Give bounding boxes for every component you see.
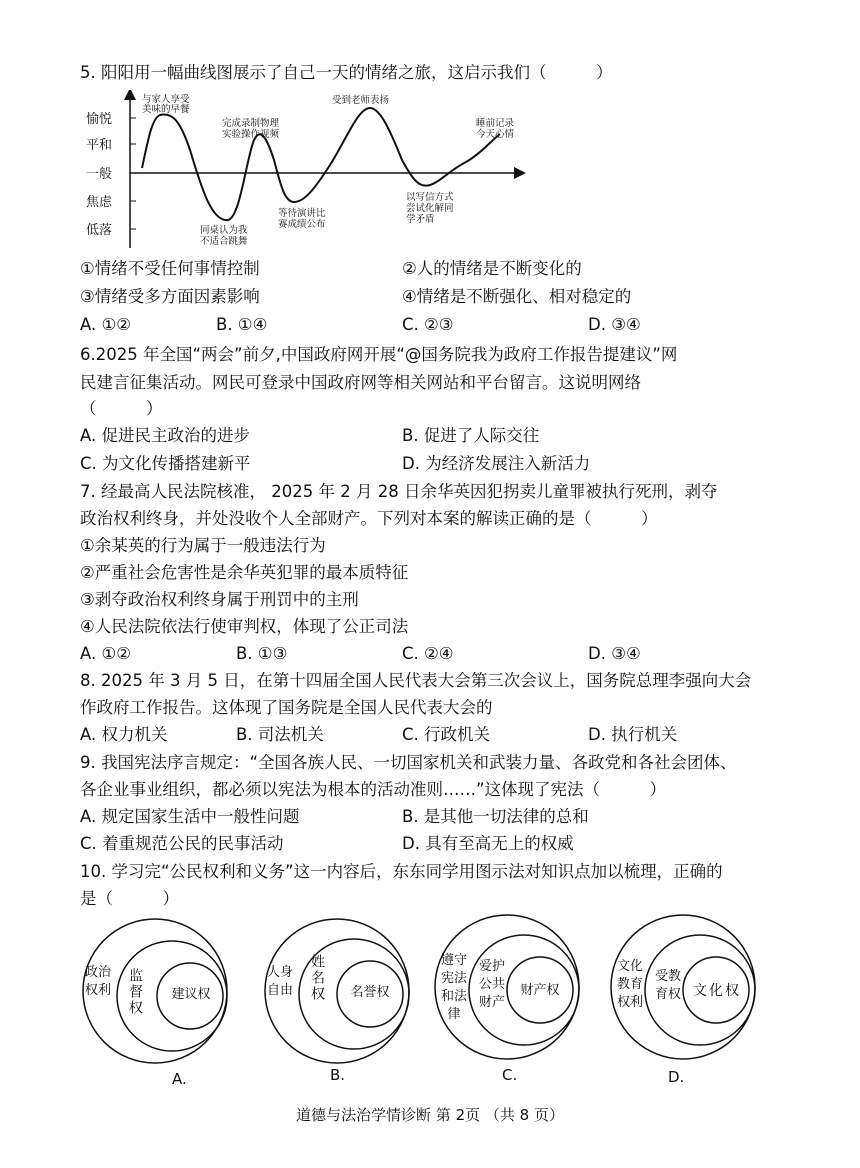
level-label: 愉悦 bbox=[86, 112, 113, 127]
q5-option-a: A. ①② bbox=[80, 315, 132, 334]
svg-text:等待演讲比 bbox=[278, 207, 326, 219]
outer-label: 政治权利 bbox=[84, 965, 111, 998]
q8-option-a: A. 权力机关 bbox=[80, 725, 168, 744]
note-speech: 赛成绩公布 bbox=[278, 219, 326, 230]
svg-text:完成录制物理 bbox=[222, 117, 280, 129]
q5-option-c: C. ②③ bbox=[402, 315, 454, 334]
q7-item-2: ②严重社会危害性是余华英犯罪的最本质特征 bbox=[80, 563, 409, 582]
page-footer: 道德与法治学情诊断 第 2页 （共 8 页） bbox=[296, 1106, 564, 1124]
svg-text:今天心情 bbox=[476, 128, 515, 140]
q5-item-3: ③情绪受多方面因素影响 bbox=[80, 287, 260, 306]
q8-option-b: B. 司法机关 bbox=[236, 725, 324, 744]
note-breakfast: 美味的早餐 bbox=[142, 104, 190, 115]
q6-line-2: 民建言征集活动。网民可登录中国政府网等相关网站和平台留言。这说明网络 bbox=[80, 373, 641, 392]
q5-option-b: B. ①④ bbox=[216, 315, 268, 334]
middle-label: 姓名权 bbox=[309, 954, 325, 1002]
middle-label: 爱护公共财产 bbox=[478, 959, 505, 1010]
note-dance: 不适合跳舞 bbox=[200, 236, 248, 247]
svg-text:不适合跳舞 bbox=[200, 235, 248, 247]
q9-option-d: D. 具有至高无上的权威 bbox=[402, 834, 574, 853]
middle-label: 受教育权 bbox=[654, 969, 681, 1002]
q9-line-2: 各企业事业组织，都必须以宪法为根本的活动准则……”这体现了宪法（ ） bbox=[80, 780, 667, 799]
inner-label: 名誉权 bbox=[350, 985, 390, 1000]
note-letter: 尝试化解同 bbox=[406, 203, 454, 214]
q6-option-c: C. 为文化传播搭建新平 bbox=[80, 454, 251, 473]
outer-label: 人身自由 bbox=[266, 965, 293, 998]
note-dance: 同桌认为我 bbox=[200, 225, 248, 236]
q5-option-d: D. ③④ bbox=[588, 315, 641, 334]
q9-option-a: A. 规定国家生活中一般性问题 bbox=[80, 807, 300, 826]
outer-label: 文化教育权利 bbox=[616, 959, 643, 1010]
level-label: 焦虑 bbox=[86, 195, 113, 210]
q7-item-3: ③剥夺政治权利终身属于刑罚中的主刑 bbox=[80, 590, 359, 609]
q9-line-1: 9. 我国宪法序言规定：“全国各族人民、一切国家机关和武装力量、各政党和各社会团体、 bbox=[80, 753, 737, 772]
middle-label: 监督权 bbox=[127, 968, 143, 1016]
diagram-b bbox=[262, 916, 412, 1066]
q8-option-d: D. 执行机关 bbox=[588, 725, 678, 744]
note-breakfast: 与家人享受 bbox=[142, 94, 190, 105]
level-label: 平和 bbox=[86, 138, 113, 153]
q7-line-1: 7. 经最高人民法院核准， 2025 年 2 月 28 日余华英因犯拐卖儿童罪被执行死刑，剥夺 bbox=[80, 482, 718, 501]
q7-option-c: C. ②④ bbox=[402, 644, 454, 663]
outer-label: 遵守宪法和法律 bbox=[440, 953, 467, 1022]
svg-text:尝试化解同 bbox=[406, 202, 454, 214]
diagram-c bbox=[432, 912, 582, 1062]
q5-item-2: ②人的情绪是不断变化的 bbox=[402, 259, 582, 278]
note-praise: 受到老师表扬 bbox=[332, 95, 390, 106]
level-label: 一般 bbox=[86, 167, 113, 182]
note-diary: 今天心情 bbox=[476, 129, 515, 140]
diagram-a bbox=[80, 916, 230, 1066]
q8-line-1: 8. 2025 年 3 月 5 日，在第十四届全国人民代表大会第三次会议上，国务院总理李强向大会 bbox=[80, 671, 752, 690]
q6-option-d: D. 为经济发展注入新活力 bbox=[402, 454, 591, 473]
q7-option-a: A. ①② bbox=[80, 644, 132, 663]
diagram-a-letter: A. bbox=[172, 1070, 187, 1088]
q7-item-1: ①余某英的行为属于一般违法行为 bbox=[80, 536, 326, 555]
q7-item-4: ④人民法院依法行使审判权，体现了公正司法 bbox=[80, 617, 409, 636]
diagram-b-letter: B. bbox=[330, 1066, 346, 1084]
inner-label: 建议权 bbox=[171, 987, 211, 1002]
q6-option-b: B. 促进了人际交往 bbox=[402, 426, 540, 445]
q10-line-2: 是（ ） bbox=[80, 889, 179, 908]
note-speech: 等待演讲比 bbox=[278, 208, 326, 219]
svg-text:赛成绩公布 bbox=[278, 218, 326, 230]
note-video: 完成录制物理 bbox=[222, 118, 280, 129]
note-diary: 睡前记录 bbox=[476, 118, 515, 129]
q6-line-1: 6.2025 年全国“两会”前夕,中国政府网开展“@国务院我为政府工作报告提建议”网 bbox=[80, 345, 678, 364]
q8-line-2: 作政府工作报告。这体现了国务院是全国人民代表大会的 bbox=[80, 698, 493, 717]
q7-option-b: B. ①③ bbox=[236, 644, 288, 663]
q9-option-b: B. 是其他一切法律的总和 bbox=[402, 807, 589, 826]
svg-text:以写信方式 bbox=[406, 191, 454, 203]
emotion-curve-chart bbox=[80, 90, 540, 250]
svg-text:美味的早餐 bbox=[142, 103, 190, 115]
q9-option-c: C. 着重规范公民的民事活动 bbox=[80, 834, 284, 853]
note-video: 实验操作视频 bbox=[222, 129, 280, 140]
q5-stem: 5. 阳阳用一幅曲线图展示了自己一天的情绪之旅，这启示我们（ ） bbox=[80, 63, 613, 82]
inner-label: 财产权 bbox=[520, 983, 560, 998]
q5-item-1: ①情绪不受任何事情控制 bbox=[80, 259, 260, 278]
inner-label: 文化权 bbox=[693, 983, 741, 999]
svg-text:实验操作视频 bbox=[222, 128, 280, 140]
svg-text:同桌认为我 bbox=[200, 224, 248, 236]
q6-line-3: （ ） bbox=[80, 399, 163, 418]
diagram-d-letter: D. bbox=[668, 1068, 685, 1086]
diagram-c-letter: C. bbox=[502, 1066, 518, 1084]
level-label: 低落 bbox=[86, 223, 113, 238]
diagram-d bbox=[608, 912, 758, 1062]
svg-text:学矛盾 bbox=[406, 213, 435, 225]
q5-item-4: ④情绪是不断强化、相对稳定的 bbox=[402, 287, 632, 306]
q7-option-d: D. ③④ bbox=[588, 644, 641, 663]
q6-option-a: A. 促进民主政治的进步 bbox=[80, 426, 250, 445]
svg-text:睡前记录 bbox=[476, 117, 515, 129]
svg-text:受到老师表扬 bbox=[332, 94, 390, 106]
note-letter: 以写信方式 bbox=[406, 192, 454, 203]
q8-option-c: C. 行政机关 bbox=[402, 725, 491, 744]
q10-line-1: 10. 学习完“公民权利和义务”这一内容后，东东同学用图示法对知识点加以梳理，正确的 bbox=[80, 862, 723, 881]
note-letter: 学矛盾 bbox=[406, 214, 435, 225]
q7-line-2: 政治权利终身，并处没收个人全部财产。下列对本案的解读正确的是（ ） bbox=[80, 509, 658, 528]
